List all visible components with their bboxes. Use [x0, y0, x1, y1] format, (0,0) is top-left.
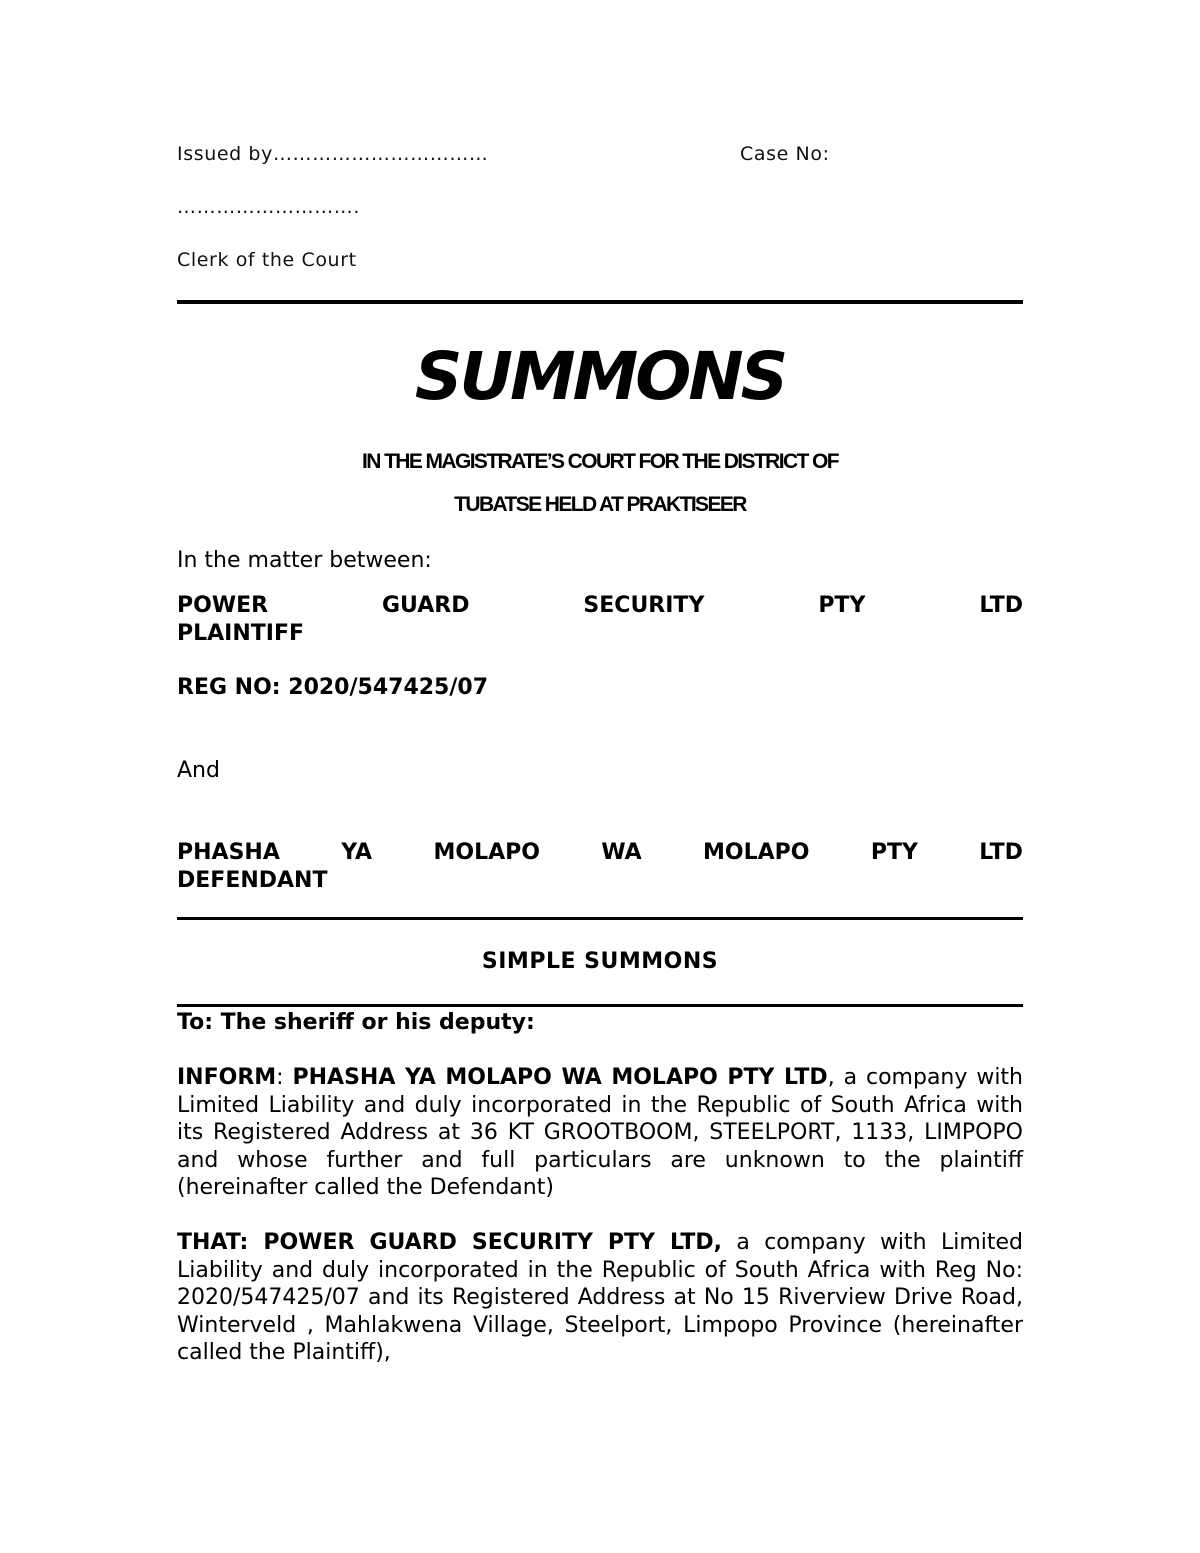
inform-label: INFORM	[177, 1065, 277, 1090]
simple-summons-heading: SIMPLE SUMMONS	[481, 949, 719, 974]
defendant-word: PTY	[870, 840, 918, 865]
document-title: SUMMONS	[414, 338, 786, 415]
header-divider	[177, 300, 1023, 304]
plaintiff-word: SECURITY	[583, 593, 705, 618]
defendant-word: WA	[601, 840, 642, 865]
plaintiff-name	[177, 592, 1023, 620]
plaintiff-word: POWER	[177, 593, 269, 618]
defendant-role: DEFENDANT	[177, 868, 328, 893]
inform-text: , a company with Limited Liability and duly incorporated in the Republic of South Africa with its Registered Address at 36 KT GROOTBOOM, STEELPORT, 1133, LIMPOPO and whose further and full particulars are unknown to the plaintiff (hereinafter called the Defendant)	[177, 1065, 1023, 1200]
plaintiff-reg-no: REG NO: 2020/547425/07	[177, 675, 489, 700]
plaintiff-word: LTD	[979, 593, 1023, 618]
parties-divider	[177, 917, 1023, 920]
clerk-of-court: Clerk of the Court	[177, 249, 357, 271]
plaintiff-word: GUARD	[382, 593, 470, 618]
court-line-1: IN THE MAGISTRATE’S COURT FOR THE DISTRICT OF	[362, 450, 838, 473]
case-number: Case No:	[740, 143, 830, 165]
plaintiff-word: PTY	[818, 593, 866, 618]
inform-paragraph	[177, 1064, 1023, 1202]
to-sheriff: To: The sheriff or his deputy:	[177, 1010, 535, 1035]
defendant-word: PHASHA	[177, 840, 280, 865]
that-text: a company with Limited Liability and duly incorporated in the Republic of South Africa with Reg No: 2020/547425/07 and its Registered Address at No 15 Riverview Drive Road, Winterveld , Mahlakwena Village, Steelport, Limpopo Province (hereinafter called the Plaintiff),	[177, 1230, 1024, 1365]
inform-colon: :	[276, 1065, 293, 1090]
defendant-word: MOLAPO	[703, 840, 810, 865]
matter-between: In the matter between:	[177, 548, 432, 573]
defendant-word: MOLAPO	[433, 840, 540, 865]
inform-party: PHASHA YA MOLAPO WA MOLAPO PTY LTD	[292, 1065, 828, 1090]
defendant-word: YA	[341, 840, 373, 865]
issued-by: Issued by……………………………	[177, 143, 489, 165]
that-label: THAT: POWER GUARD SECURITY PTY LTD,	[177, 1230, 722, 1255]
court-line-2: TUBATSE HELD AT PRAKTISEER	[454, 493, 746, 516]
defendant-word: LTD	[979, 840, 1023, 865]
and-separator: And	[177, 758, 220, 783]
summons-divider	[177, 1004, 1023, 1007]
signature-dots: ……………………….	[177, 196, 361, 218]
that-paragraph	[177, 1229, 1023, 1367]
defendant-name	[177, 839, 1023, 867]
plaintiff-role: PLAINTIFF	[177, 621, 305, 646]
